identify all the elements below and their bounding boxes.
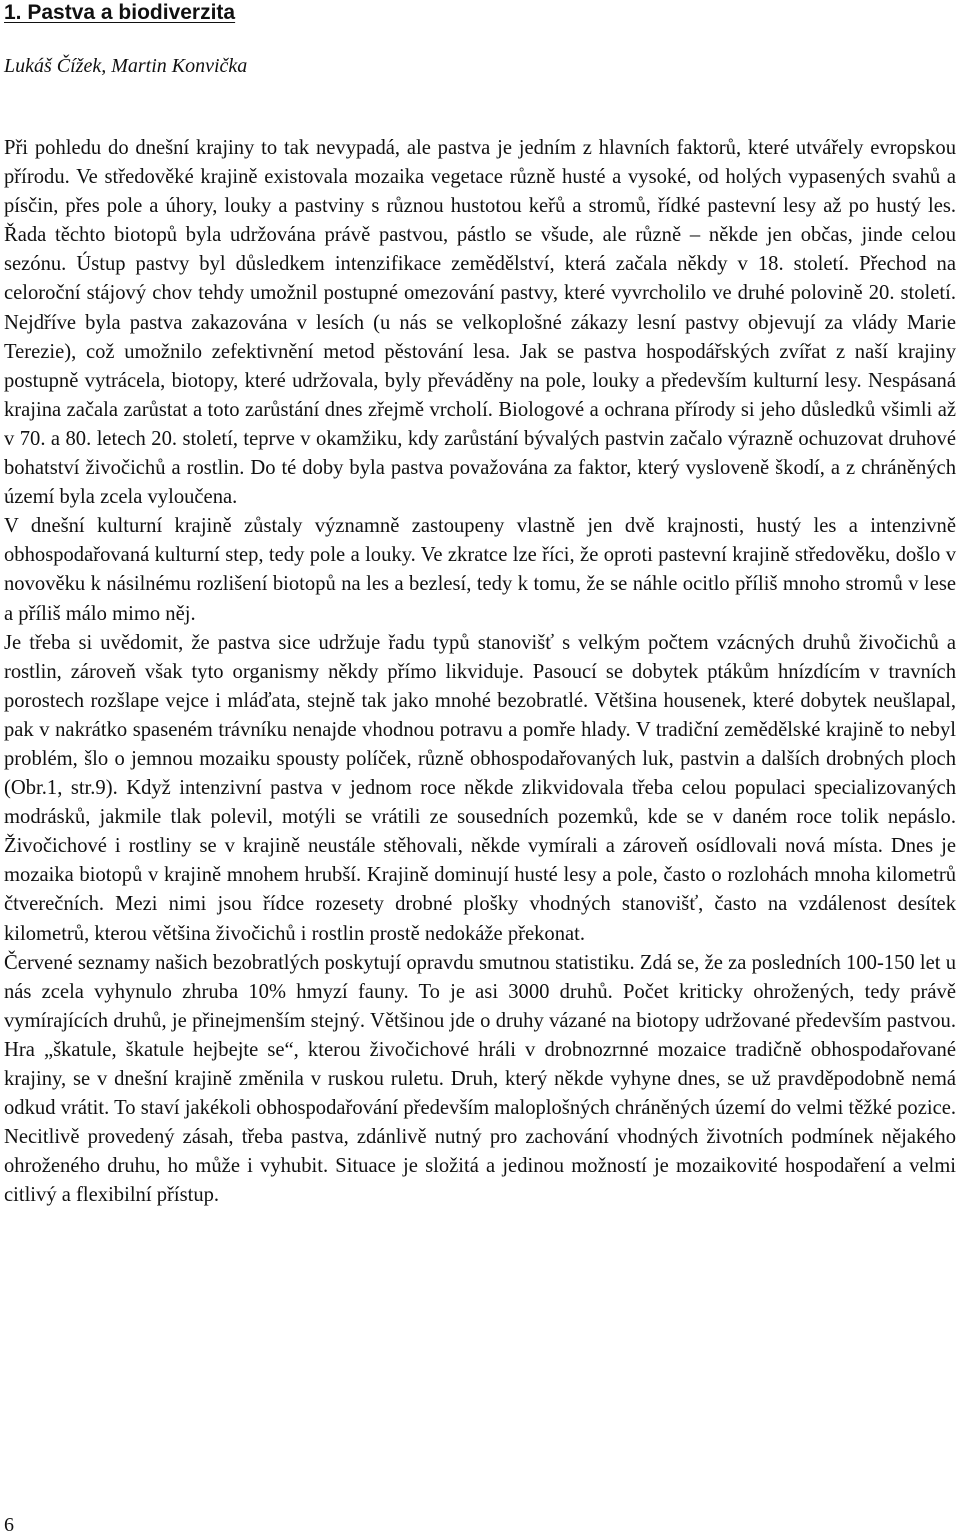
paragraph: Je třeba si uvědomit, že pastva sice udržuje řadu typů stanovišť s velkým počtem vzácných druhů živočichů a rostlin, zároveň však tyto organismy někdy přímo likviduje. Pasoucí se dobytek ptákům hnízdícím v travních porostech rozšlape vejce i mláďata, stejně tak jako mnohé bezobratlé. Většina housenek, které dobytek neušlapal, pak v nakrátko spaseném trávníku nenajde vhodnou potravu a pomře hlady. V tradiční zemědělské krajině to nebyl problém, šlo o jemnou mozaiku spousty políček, různě obhospodařovaných luk, pastvin a dalších drobných ploch (Obr.1, str.9). Když intenzivní pastva v jednom roce někde zlikvidovala třeba celou populaci specializovaných modrásků, jakmile tlak polevil, motýli se vrátili ze sousedních pozemků, kde se v daném roce tolik nepáslo. Živočichové i rostliny se v krajině neustále stěhovali, někde vymírali a zároveň osídlovali nová místa. Dnes je mozaika biotopů v krajině mnohem hrubší. Krajině dominují husté lesy a pole, často o rozlohách mnoha kilometrů čtverečních. Mezi nimi jsou řídce rozesety drobné plošky vhodných stanovišť, často na vzdálenost desítek kilometrů, kterou většina živočichů i rostlin prostě nedokáže překonat. [4, 631, 956, 945]
paragraph: Při pohledu do dnešní krajiny to tak nevypadá, ale pastva je jedním z hlavních faktorů, které utvářely evropskou přírodu. Ve středověké krajině existovala mozaika vegetace různě husté a vysoké, od holých vypasených svahů a písčin, přes pole a úhory, louky a pastviny s různou hustotou keřů a stromů, řídké pastevní lesy až po hustý les. Řada těchto biotopů byla udržována právě pastvou, pástlo se všude, ale různě – někde jen občas, jinde celou sezónu. Ústup pastvy byl důsledkem intenzifikace zemědělství, která začala někdy v 18. století. Přechod na celoroční stájový chov tehdy umožnil postupné omezování pastvy, které vyvrcholilo ve druhé polovině 20. století. Nejdříve byla pastva zakazována v lesích (u nás se velkoplošné zákazy lesní pastvy objevují za vlády Marie Terezie), což umožnilo zefektivnění metod pěstování lesa. Jak se pastva hospodářských zvířat z naší krajiny postupně vytrácela, biotopy, které udržovala, byly převáděny na pole, louky a především kulturní lesy. Nespásaná krajina začala zarůstat a toto zarůstání dnes zřejmě vrcholí. Biologové a ochrana přírody si jeho důsledků všimli až v 70. a 80. letech 20. století, teprve v okamžiku, kdy zarůstání bývalých pastvin začalo výrazně ochuzovat druhové bohatství živočichů a rostlin. Do té doby byla pastva považována za faktor, který vysloveně škodí, a z chráněných území byla zcela vyloučena. [4, 137, 956, 509]
body-text [4, 134, 956, 1210]
paragraph: V dnešní kulturní krajině zůstaly významně zastoupeny vlastně jen dvě krajnosti, hustý les a intenzivně obhospodařovaná kulturní step, tedy pole a louky. Ve zkratce lze říci, že oproti pastevní krajině středověku, došlo v novověku k násilnému rozlišení biotopů na les a bezlesí, tedy k tomu, že se náhle ocitlo příliš mnoho stromů v lese a příliš málo mimo něj. [4, 515, 956, 625]
authors-line: Lukáš Čížek, Martin Konvička [4, 55, 248, 77]
page-number: 6 [4, 1514, 14, 1536]
paragraph: Červené seznamy našich bezobratlých poskytují opravdu smutnou statistiku. Zdá se, že za posledních 100-150 let u nás zcela vyhynulo zhruba 10% hmyzí fauny. To je asi 3000 druhů. Počet kriticky ohrožených, tedy právě vymírajících druhů, je přinejmenším stejný. Většinou jde o druhy vázané na biotopy udržované především pastvou. Hra „škatule, škatule hejbejte se“, kterou živočichové hráli v drobnozrnné mozaice tradičně obhospodařované krajiny, se v dnešní krajině změnila v ruskou ruletu. Druh, který někde vyhyne dnes, se už pravděpodobně nemá odkud vrátit. To staví jakékoli obhospodařování především maloplošných chráněných území do velmi těžké pozice. Necitlivě provedený zásah, třeba pastva, zdánlivě nutný pro zachování vhodných životních podmínek nějakého ohroženého druhu, ho může i vyhubit. Situace je složitá a jedinou možností je mozaikovité hospodaření a velmi citlivý a flexibilní přístup. [4, 951, 956, 1207]
chapter-title: 1. Pastva a biodiverzita [4, 1, 236, 24]
